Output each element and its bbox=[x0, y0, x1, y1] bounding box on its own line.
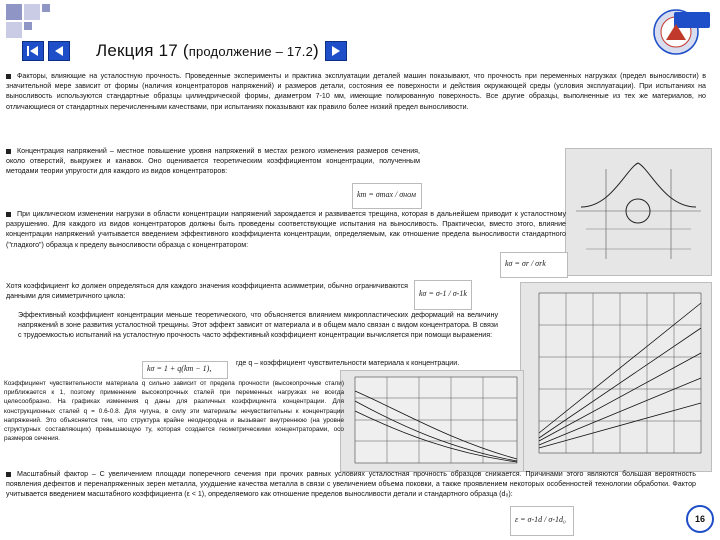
decor-square bbox=[42, 4, 50, 12]
paragraph-fatigue-factors: Факторы, влияющие на усталостную прочность. Проведенные эксперименты и практика эксплуатации деталей машин показывают, что прочность при переменных нагрузках (предел выносливости) в значительной мере зависит от формы (наличия концентраторов напряжений) и размеров детали, состояния ее поверхности и действия окружающей среды (условия эксплуатации). При испытаниях на выносливость используются стандартные образцы цилиндрической формы, диаметром 7-10 мм, имеющие полированную поверхность. Все другие образцы, выполненные из тех же материалов, но отличающиеся от стандартных перечисленными качествами, при испытаниях показывают как правило более низкий предел выносливости. bbox=[6, 72, 706, 111]
first-slide-button[interactable] bbox=[22, 41, 44, 61]
bullet-icon bbox=[6, 212, 11, 217]
paragraph-stress-concentration: Концентрация напряжений – местное повышение уровня напряжений в местах резкого изменения размеров сечения, около отверстий, выкружек и канавок. Оно оценивается теоретическим коэффициентом концентрации, полученным методами теории упругости для каждого из видов концентраторов: bbox=[6, 147, 420, 176]
decor-square bbox=[6, 22, 22, 38]
first-slide-icon bbox=[27, 46, 39, 56]
next-slide-button[interactable] bbox=[325, 41, 347, 61]
page-title: Лекция 17 (продолжение – 17.2) bbox=[96, 41, 319, 60]
stress-concentration-figure bbox=[565, 148, 712, 276]
formula-theoretical-kt: kт = σmax / σном bbox=[352, 183, 422, 209]
paragraph-sensitivity-coefficient: Коэффициент чувствительности материала q сильно зависит от предела прочности (высокопрочные стали) приближается к 1, поэтому применение высокопрочных сталей при переменных нагрузках не всегда целесообразно. На графиках изменения q даны для различных коэффициента концентрации. Для конструкционных сталей q = 0.6-0.8. Для чугуна, в силу эти материалы нечувствительны к концентрации напряжений. Это объясняется тем, что структура крайне неоднородна и вызывает внутреннюю (на уровне структурных составляющих) превышающую ту, которая создается геометрическими концентраторами, осо размеров сечения. bbox=[4, 380, 344, 443]
university-logo-icon bbox=[646, 6, 712, 58]
paragraph-scale-factor: Масштабный фактор – С увеличением площади поперечного сечения при прочих равных условиях усталостная прочность образцов снижается. Причинами этого являются большая вероятность появления дефектов и перенапряженных зерен металла, ухудшение качества металла в связи с увеличением объема поковки, а также проявлением некоторых особенностей технологии обработки. Фактор учитывается введением масштабного коэффициента (ε < 1), определяемого как отношение пределов выносливости детали и стандартного образца (d₀): bbox=[6, 470, 696, 499]
prev-slide-icon bbox=[54, 46, 64, 56]
decor-square bbox=[24, 4, 40, 20]
paragraph-sensitivity-formula: Эффективный коэффициент концентрации меньше теоретического, что объясняется влиянием микропластических деформаций на величину напряжений в зоне развития усталостной трещины. Этот эффект зависит от материала и в общем мало связан с видом концентратора. В связи с трудоемкостью испытаний на усталостную прочность часто эффективный коэффициент концентрации вычисляется при помощи выражения: bbox=[18, 311, 498, 340]
q-chart bbox=[340, 370, 524, 472]
formula-symmetric-ks: kσ = σ-1 / σ-1k bbox=[414, 280, 472, 310]
bullet-icon bbox=[6, 472, 11, 477]
formula-effective-ks: kσ = σr / σrk bbox=[500, 252, 568, 278]
paragraph-asymmetry: Хотя коэффициент kσ должен определяться для каждого значения коэффициента асимметрии, обычно ограничиваются данными для симметричного цикла: bbox=[6, 282, 408, 301]
bullet-icon bbox=[6, 74, 11, 79]
formula-scale-epsilon: ε = σ-1d / σ-1d₀ bbox=[510, 506, 574, 536]
paragraph-q-definition: где q – коэффициент чувствительности материала к концентрации. bbox=[236, 359, 460, 367]
decor-square bbox=[6, 4, 22, 20]
next-slide-icon bbox=[331, 46, 341, 56]
page-number-badge: 16 bbox=[686, 505, 714, 533]
slide-header bbox=[22, 38, 347, 64]
formula-sensitivity-q: kσ = 1 + q(kт − 1), bbox=[142, 361, 228, 379]
decor-square bbox=[24, 22, 32, 30]
sensitivity-chart bbox=[520, 282, 712, 472]
prev-slide-button[interactable] bbox=[48, 41, 70, 61]
bullet-icon bbox=[6, 149, 11, 154]
paragraph-effective-concentration: При циклическом изменении нагрузки в области концентрации напряжений зарождается и развивается трещина, которая в дальнейшем приводит к усталостному разрушению. Для каждого из видов концентраторов должны быть проведены соответствующие испытания на выносливость. Практически, вместо этого, влияние концентрации напряжений учитывается введением эффективного коэффициента концентрации, определяемым, как отношение предела выносливости стандартного ("гладкого") образца к пределу выносливости образца с концентратором: bbox=[6, 210, 566, 249]
